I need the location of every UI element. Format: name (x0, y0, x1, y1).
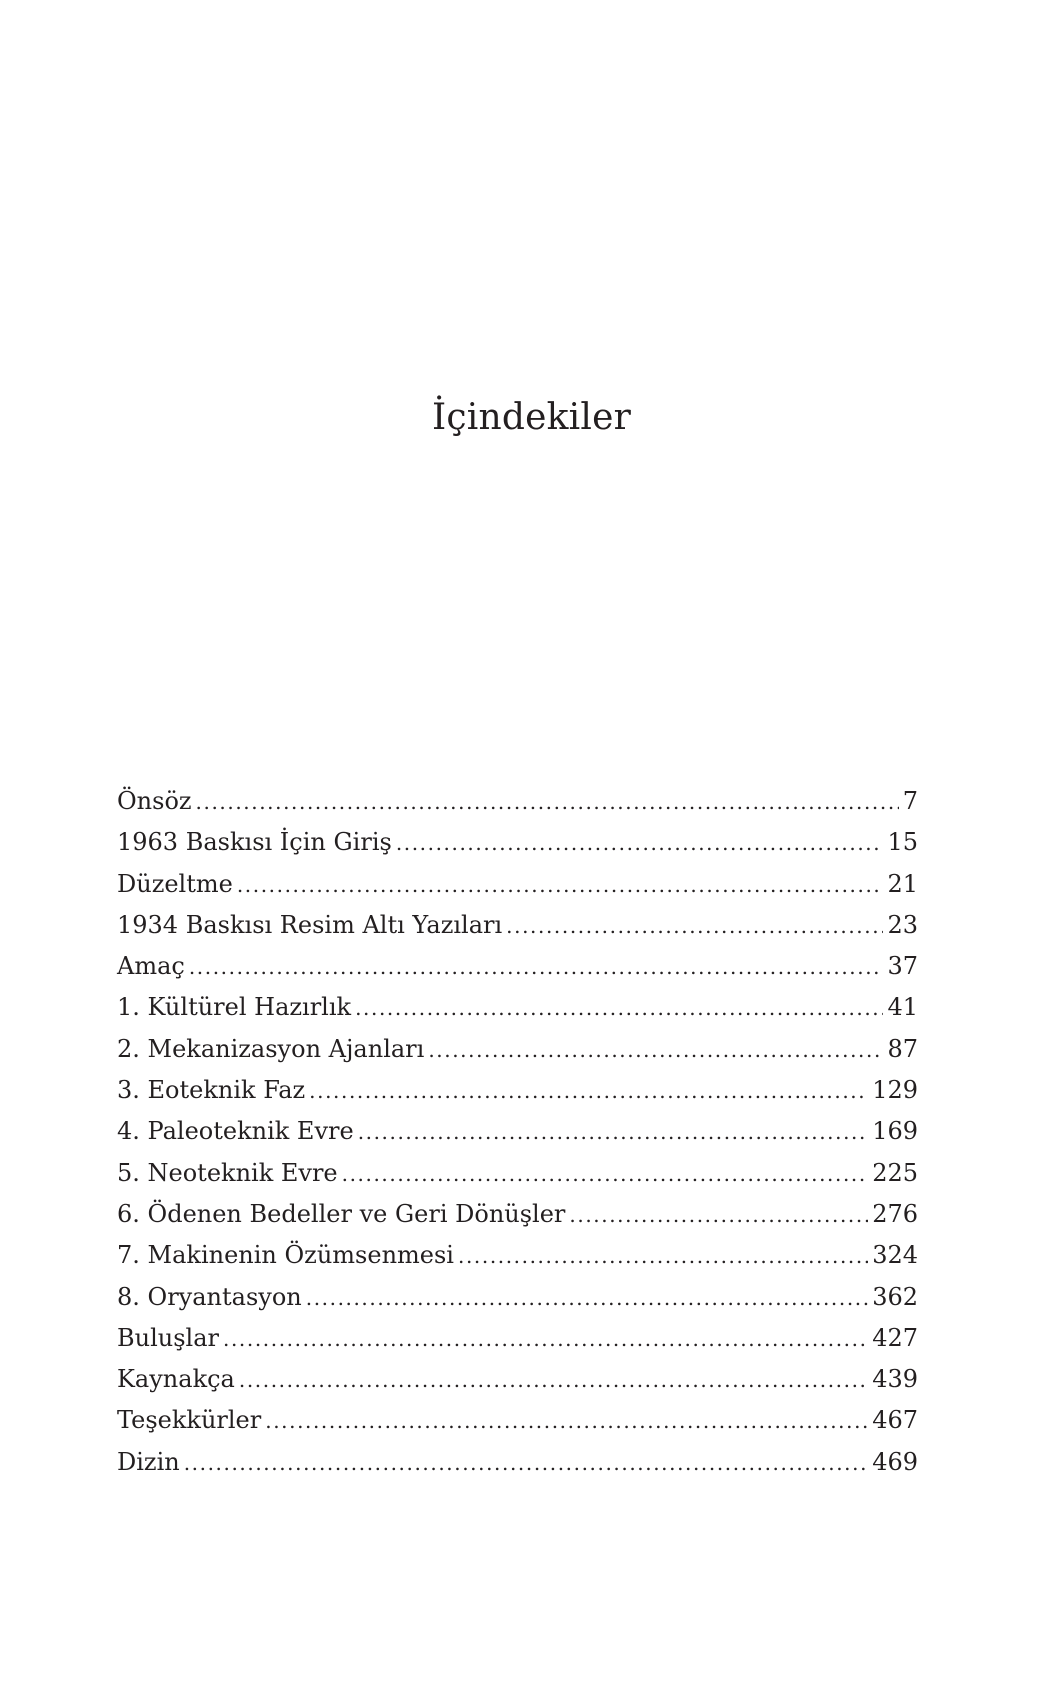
toc-entry (117, 1318, 918, 1359)
toc-entry (117, 905, 918, 946)
toc-entry-label: Buluşlar (117, 1323, 219, 1352)
toc-dot-leader (309, 1071, 868, 1112)
toc-entry (117, 864, 918, 905)
toc-entry-label: 1963 Baskısı İçin Giriş (117, 828, 392, 857)
toc-entry (117, 781, 918, 822)
toc-entry (117, 1153, 918, 1194)
toc-entry-label: 8. Oryantasyon (117, 1282, 302, 1311)
toc-entry-page-number: 129 (872, 1076, 918, 1105)
toc-dot-leader (506, 906, 883, 947)
toc-entry-label: Amaç (117, 952, 185, 981)
toc-entry (117, 987, 918, 1028)
toc-entry-label: Düzeltme (117, 869, 233, 898)
toc-entry-page-number: 37 (887, 952, 918, 981)
toc-entry (117, 1029, 918, 1070)
toc-entry-page-number: 87 (887, 1034, 918, 1063)
toc-dot-leader (196, 782, 899, 823)
toc-dot-leader (396, 823, 884, 864)
toc-entry-page-number: 276 (872, 1199, 918, 1228)
toc-entry (117, 1442, 918, 1483)
toc-entry-page-number: 469 (872, 1447, 918, 1476)
toc-entry-label: 7. Makinenin Özümsenmesi (117, 1241, 454, 1270)
toc-dot-leader (265, 1401, 868, 1442)
toc-entry-page-number: 41 (887, 993, 918, 1022)
toc-dot-leader (237, 865, 884, 906)
toc-entry-label: 4. Paleoteknik Evre (117, 1117, 354, 1146)
toc-entry-label: Teşekkürler (117, 1406, 262, 1435)
toc-dot-leader (428, 1030, 883, 1071)
toc-entry-page-number: 467 (872, 1406, 918, 1435)
toc-entry (117, 1235, 918, 1276)
toc-entry-page-number: 7 (902, 787, 918, 815)
toc-entry (117, 946, 918, 987)
toc-entry-label: 1934 Baskısı Resim Altı Yazıları (117, 910, 503, 939)
toc-entry (117, 1070, 918, 1111)
toc-dot-leader (223, 1319, 868, 1360)
table-of-contents (117, 781, 918, 1483)
toc-entry (117, 1277, 918, 1318)
toc-entry-label: 3. Eoteknik Faz (117, 1076, 306, 1105)
toc-entry-page-number: 439 (872, 1365, 918, 1394)
toc-entry-page-number: 169 (872, 1117, 918, 1146)
toc-entry-label: 6. Ödenen Bedeller ve Geri Dönüşler (117, 1199, 566, 1228)
toc-dot-leader (358, 1112, 869, 1153)
toc-entry-page-number: 427 (872, 1323, 918, 1352)
toc-entry-label: 1. Kültürel Hazırlık (117, 993, 352, 1022)
toc-entry-page-number: 324 (872, 1241, 918, 1270)
toc-entry-page-number: 15 (887, 828, 918, 857)
toc-dot-leader (458, 1236, 868, 1277)
toc-dot-leader (569, 1195, 868, 1236)
toc-entry-label: Önsöz (117, 787, 192, 815)
toc-entry-label: Dizin (117, 1447, 180, 1476)
toc-entry-label: Kaynakça (117, 1365, 235, 1394)
toc-entry-page-number: 21 (887, 869, 918, 898)
toc-entry (117, 1400, 918, 1441)
toc-entry (117, 1111, 918, 1152)
toc-entry (117, 822, 918, 863)
toc-entry-label: 5. Neoteknik Evre (117, 1158, 338, 1187)
toc-dot-leader (306, 1278, 868, 1319)
toc-dot-leader (184, 1443, 868, 1484)
toc-entry-page-number: 23 (887, 910, 918, 939)
toc-dot-leader (355, 988, 883, 1029)
page-title: İçindekiler (432, 397, 631, 438)
toc-entry-page-number: 225 (872, 1158, 918, 1187)
toc-entry-page-number: 362 (872, 1282, 918, 1311)
toc-entry (117, 1359, 918, 1400)
toc-dot-leader (342, 1154, 869, 1195)
toc-entry-label: 2. Mekanizasyon Ajanları (117, 1034, 425, 1063)
toc-entry (117, 1194, 918, 1235)
toc-dot-leader (239, 1360, 868, 1401)
toc-dot-leader (189, 947, 884, 988)
